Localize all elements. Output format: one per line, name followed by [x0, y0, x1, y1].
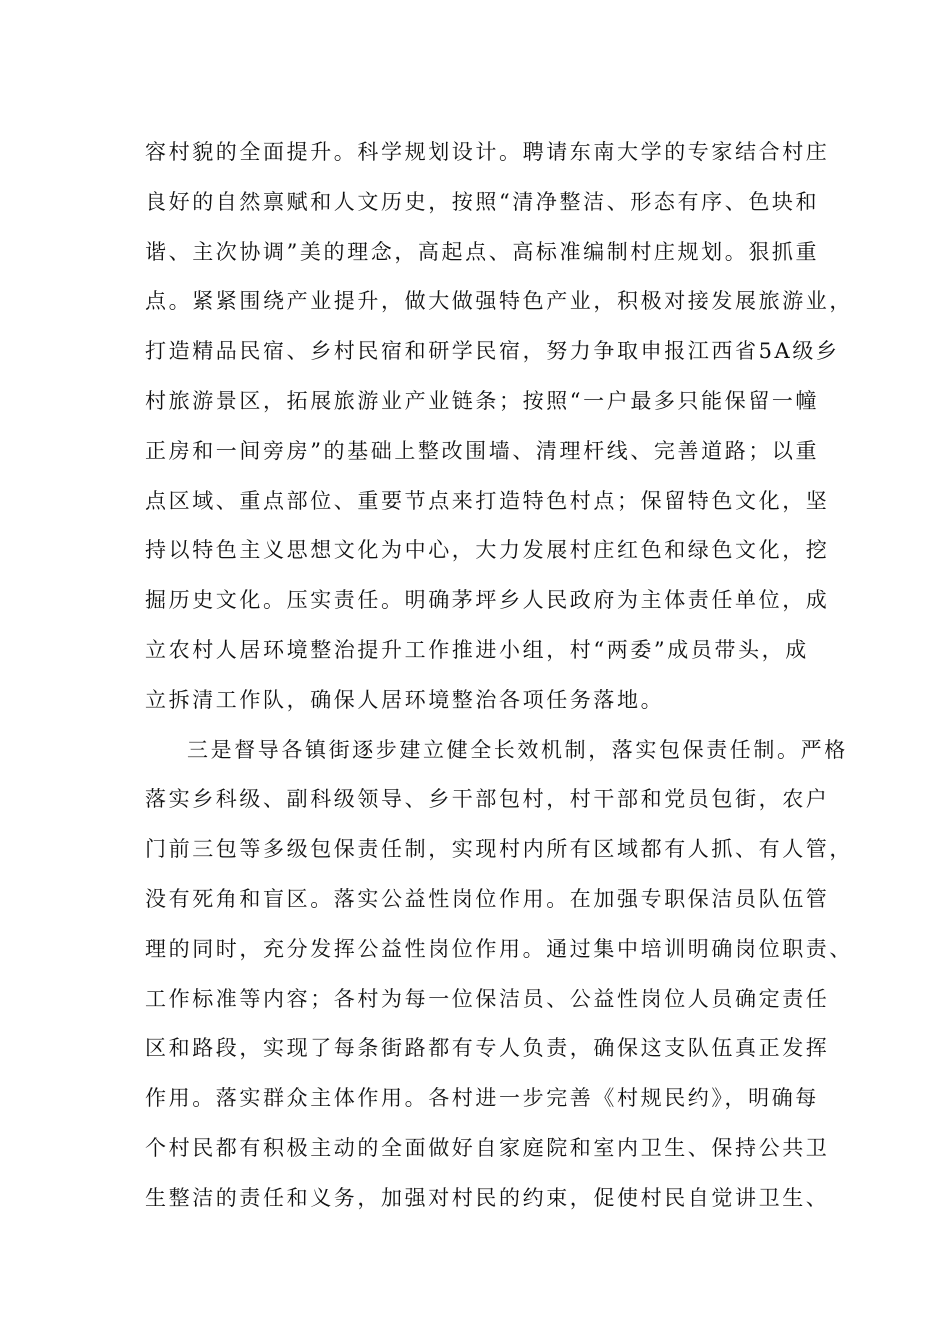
text-line: 掘历史文化。压实责任。明确茅坪乡人民政府为主体责任单位，成 [145, 588, 830, 613]
text-line: 作用。落实群众主体作用。各村进一步完善《村规民约》，明确每 [145, 1086, 819, 1111]
text-line: 点区域、重点部位、重要节点来打造特色村点；保留特色文化，坚 [145, 488, 830, 513]
text-line: 门前三包等多级包保责任制，实现村内所有区域都有人抓、有人管， [145, 837, 853, 862]
text-line: 容村貌的全面提升。科学规划设计。聘请东南大学的专家结合村庄 [145, 140, 830, 164]
text-line: 立农村人居环境整治提升工作推进小组，村“两委”成员带头，成 [145, 637, 809, 662]
text-line: 打造精品民宿、乡村民宿和研学民宿，努力争取申报江西省5A级乡 [145, 339, 840, 364]
text-line: 理的同时，充分发挥公益性岗位作用。通过集中培训明确岗位职责、 [145, 936, 853, 961]
text-line: 工作标准等内容；各村为每一位保洁员、公益性岗位人员确定责任 [145, 986, 830, 1011]
text-line: 立拆清工作队，确保人居环境整治各项任务落地。 [145, 687, 665, 712]
text-line: 个村民都有积极主动的全面做好自家庭院和室内卫生、保持公共卫 [145, 1135, 830, 1160]
text-line: 区和路段，实现了每条街路都有专人负责，确保这支队伍真正发挥 [145, 1036, 830, 1061]
text-line: 正房和一间旁房”的基础上整改围墙、清理杆线、完善道路；以重 [145, 438, 820, 463]
text-line: 良好的自然禀赋和人文历史，按照“清净整洁、形态有序、色块和 [145, 189, 820, 214]
text-line: 落实乡科级、副科级领导、乡干部包村，村干部和党员包街，农户 [145, 787, 830, 812]
text-line: 没有死角和盲区。落实公益性岗位作用。在加强专职保洁员队伍管 [145, 886, 830, 911]
text-line: 谐、主次协调”美的理念，高起点、高标准编制村庄规划。狠抓重 [145, 239, 820, 264]
text-line: 村旅游景区，拓展旅游业产业链条；按照“一户最多只能保留一幢 [145, 388, 820, 413]
body-text [145, 128, 853, 1224]
paragraph-first-line: 三是督导各镇街逐步建立健全长效机制，落实包保责任制。严格 [187, 737, 848, 762]
text-line: 点。紧紧围绕产业提升，做大做强特色产业，积极对接发展旅游业， [145, 289, 853, 314]
text-line: 持以特色主义思想文化为中心，大力发展村庄红色和绿色文化，挖 [145, 538, 830, 563]
text-line: 生整洁的责任和义务，加强对村民的约束，促使村民自觉讲卫生、 [145, 1185, 830, 1210]
